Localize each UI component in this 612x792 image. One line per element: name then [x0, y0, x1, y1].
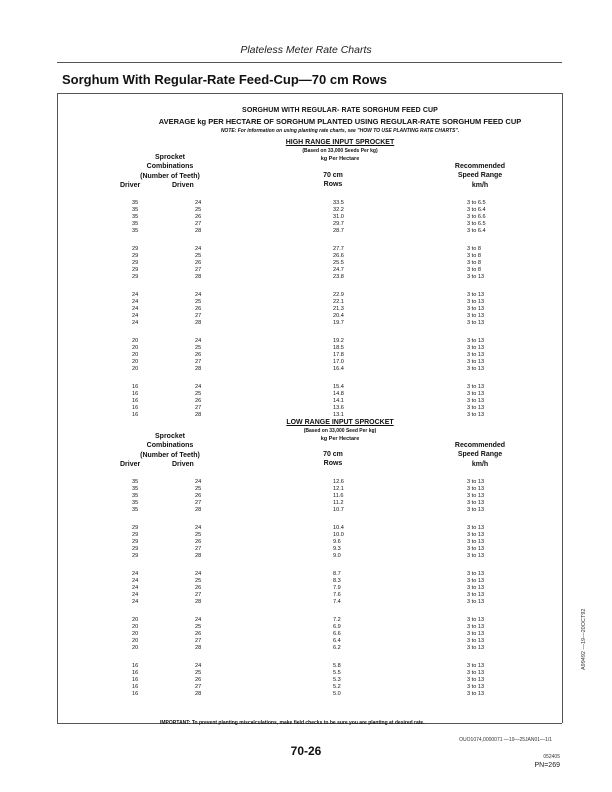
cell-driver: 16 — [132, 677, 139, 683]
cell-driven: 27 — [195, 684, 202, 690]
cell-driver: 35 — [132, 493, 139, 499]
cell-driven: 28 — [195, 691, 202, 697]
cell-driven: 26 — [195, 398, 202, 404]
pn-code: PN=269 — [534, 762, 560, 769]
cell-speed: 3 to 13 — [467, 670, 485, 676]
header-driver: Driver — [120, 461, 141, 468]
cell-driver: 16 — [132, 663, 139, 669]
cell-driven: 26 — [195, 493, 202, 499]
cell-driven: 25 — [195, 486, 202, 492]
cell-speed: 3 to 13 — [467, 578, 485, 584]
header-driven: Driven — [172, 182, 194, 189]
chart-subtitle: AVERAGE kg PER HECTARE OF SORGHUM PLANTED USING REGULAR-RATE SORGHUM FEED CUP — [158, 117, 522, 126]
cell-speed: 3 to 13 — [467, 479, 485, 485]
cell-speed: 3 to 13 — [467, 345, 485, 351]
cell-driven: 28 — [195, 366, 202, 372]
cell-driven: 25 — [195, 624, 202, 630]
cell-driven: 27 — [195, 405, 202, 411]
cell-speed: 3 to 13 — [467, 684, 485, 690]
right-border — [562, 93, 563, 723]
header-rows: 70 cm Rows — [323, 451, 343, 468]
cell-driver: 24 — [132, 299, 139, 305]
cell-speed: 3 to 13 — [467, 338, 485, 344]
cell-rate: 6.9 — [333, 624, 341, 630]
cell-driven: 26 — [195, 306, 202, 312]
cell-driver: 24 — [132, 571, 139, 577]
cell-speed: 3 to 13 — [467, 617, 485, 623]
cell-speed: 3 to 13 — [467, 546, 485, 552]
cell-driven: 24 — [195, 246, 202, 252]
cell-rate: 13.6 — [333, 405, 344, 411]
header-speed: Recommended Speed Range km/h — [454, 163, 506, 189]
cell-speed: 3 to 6.4 — [467, 228, 486, 234]
cell-driven: 27 — [195, 592, 202, 598]
chart-note: NOTE: For information on using planting rate charts, see "HOW TO USE PLANTING RATE CHARTS". — [220, 128, 460, 134]
cell-driven: 26 — [195, 260, 202, 266]
cell-driver: 29 — [132, 539, 139, 545]
cell-rate: 14.1 — [333, 398, 344, 404]
cell-speed: 3 to 13 — [467, 525, 485, 531]
cell-speed: 3 to 13 — [467, 313, 485, 319]
page-title: Sorghum With Regular-Rate Feed-Cup—70 cm Rows — [62, 72, 387, 87]
cell-driven: 25 — [195, 253, 202, 259]
cell-rate: 22.9 — [333, 292, 344, 298]
cell-driven: 27 — [195, 313, 202, 319]
unit-label: kg Per Hectare — [320, 436, 360, 442]
cell-driven: 24 — [195, 617, 202, 623]
cell-speed: 3 to 13 — [467, 592, 485, 598]
cell-rate: 10.7 — [333, 507, 344, 513]
cell-rate: 5.0 — [333, 691, 341, 697]
cell-driven: 27 — [195, 267, 202, 273]
cell-driven: 27 — [195, 546, 202, 552]
cell-rate: 17.8 — [333, 352, 344, 358]
cell-speed: 3 to 13 — [467, 493, 485, 499]
cell-driven: 26 — [195, 352, 202, 358]
cell-driven: 27 — [195, 500, 202, 506]
cell-driver: 29 — [132, 274, 139, 280]
cell-rate: 18.5 — [333, 345, 344, 351]
cell-driven: 28 — [195, 599, 202, 605]
section-title: HIGH RANGE INPUT SPROCKET — [285, 139, 395, 146]
cell-speed: 3 to 13 — [467, 624, 485, 630]
cell-rate: 8.7 — [333, 571, 341, 577]
cell-driven: 25 — [195, 670, 202, 676]
cell-rate: 20.4 — [333, 313, 344, 319]
cell-driver: 16 — [132, 398, 139, 404]
cell-rate: 21.3 — [333, 306, 344, 312]
cell-driven: 27 — [195, 359, 202, 365]
cell-speed: 3 to 13 — [467, 274, 485, 280]
cell-rate: 29.7 — [333, 221, 344, 227]
cell-driver: 29 — [132, 553, 139, 559]
cell-driver: 29 — [132, 253, 139, 259]
cell-driver: 29 — [132, 246, 139, 252]
cell-speed: 3 to 13 — [467, 366, 485, 372]
cell-driven: 25 — [195, 207, 202, 213]
header-sprocket: Sprocket Combinations (Number of Teeth) — [140, 433, 200, 459]
section-note: (Based on 33,000 Seed Per kg) — [303, 428, 377, 434]
cell-driver: 20 — [132, 338, 139, 344]
cell-speed: 3 to 13 — [467, 539, 485, 545]
running-header: Plateless Meter Rate Charts — [240, 44, 372, 56]
cell-speed: 3 to 13 — [467, 306, 485, 312]
cell-driver: 24 — [132, 585, 139, 591]
cell-rate: 5.8 — [333, 663, 341, 669]
cell-rate: 17.0 — [333, 359, 344, 365]
cell-speed: 3 to 13 — [467, 691, 485, 697]
cell-driver: 35 — [132, 214, 139, 220]
cell-rate: 7.2 — [333, 617, 341, 623]
cell-rate: 7.6 — [333, 592, 341, 598]
cell-speed: 3 to 8 — [467, 246, 481, 252]
cell-rate: 27.7 — [333, 246, 344, 252]
header-rows: 70 cm Rows — [323, 172, 343, 189]
cell-rate: 33.5 — [333, 200, 344, 206]
cell-driven: 28 — [195, 274, 202, 280]
cell-rate: 11.6 — [333, 493, 344, 499]
cell-speed: 3 to 13 — [467, 412, 485, 418]
cell-speed: 3 to 6.4 — [467, 207, 486, 213]
cell-driver: 20 — [132, 366, 139, 372]
cell-driver: 35 — [132, 207, 139, 213]
cell-speed: 3 to 6.5 — [467, 200, 486, 206]
cell-driven: 24 — [195, 292, 202, 298]
cell-speed: 3 to 13 — [467, 320, 485, 326]
cell-rate: 19.7 — [333, 320, 344, 326]
cell-rate: 7.4 — [333, 599, 341, 605]
cell-driven: 25 — [195, 532, 202, 538]
cell-rate: 9.6 — [333, 539, 341, 545]
cell-rate: 22.1 — [333, 299, 344, 305]
important-note: IMPORTANT: To prevent planting miscalculations, make field checks to be sure you are planting at desired rate. — [160, 720, 425, 726]
cell-driver: 20 — [132, 645, 139, 651]
header-sprocket: Sprocket Combinations (Number of Teeth) — [140, 154, 200, 180]
cell-driver: 29 — [132, 532, 139, 538]
cell-driver: 16 — [132, 405, 139, 411]
cell-speed: 3 to 13 — [467, 299, 485, 305]
section-note: (Based on 33,000 Seeds Per kg) — [302, 148, 378, 154]
cell-speed: 3 to 13 — [467, 571, 485, 577]
cell-driver: 20 — [132, 352, 139, 358]
cell-driver: 16 — [132, 391, 139, 397]
header-rule — [57, 62, 562, 63]
cell-speed: 3 to 6.6 — [467, 214, 486, 220]
cell-driven: 24 — [195, 384, 202, 390]
cell-speed: 3 to 13 — [467, 500, 485, 506]
cell-speed: 3 to 13 — [467, 486, 485, 492]
cell-rate: 9.0 — [333, 553, 341, 559]
cell-rate: 19.2 — [333, 338, 344, 344]
cell-driver: 20 — [132, 638, 139, 644]
cell-driver: 16 — [132, 670, 139, 676]
header-driver: Driver — [120, 182, 141, 189]
cell-rate: 25.5 — [333, 260, 344, 266]
cell-speed: 3 to 8 — [467, 253, 481, 259]
cell-rate: 23.8 — [333, 274, 344, 280]
cell-speed: 3 to 13 — [467, 585, 485, 591]
left-border — [57, 93, 58, 723]
cell-driven: 28 — [195, 412, 202, 418]
side-code: A99492 —19—20OCT92 — [581, 608, 587, 670]
cell-driver: 24 — [132, 306, 139, 312]
cell-speed: 3 to 13 — [467, 663, 485, 669]
cell-driven: 24 — [195, 479, 202, 485]
cell-rate: 5.5 — [333, 670, 341, 676]
cell-rate: 12.6 — [333, 479, 344, 485]
cell-speed: 3 to 13 — [467, 553, 485, 559]
cell-rate: 6.6 — [333, 631, 341, 637]
cell-rate: 24.7 — [333, 267, 344, 273]
cell-driven: 26 — [195, 631, 202, 637]
cell-driven: 26 — [195, 214, 202, 220]
cell-driver: 20 — [132, 345, 139, 351]
cell-rate: 6.2 — [333, 645, 341, 651]
cell-driver: 24 — [132, 578, 139, 584]
cell-driver: 16 — [132, 684, 139, 690]
cell-speed: 3 to 13 — [467, 391, 485, 397]
cell-driver: 16 — [132, 412, 139, 418]
cell-driver: 16 — [132, 384, 139, 390]
cell-rate: 13.1 — [333, 412, 344, 418]
cell-rate: 14.8 — [333, 391, 344, 397]
cell-driven: 25 — [195, 299, 202, 305]
cell-speed: 3 to 8 — [467, 267, 481, 273]
cell-driver: 35 — [132, 507, 139, 513]
cell-speed: 3 to 13 — [467, 384, 485, 390]
cell-driven: 24 — [195, 571, 202, 577]
unit-label: kg Per Hectare — [320, 156, 360, 162]
cell-speed: 3 to 13 — [467, 645, 485, 651]
cell-driver: 20 — [132, 617, 139, 623]
cell-driven: 28 — [195, 320, 202, 326]
cell-rate: 6.4 — [333, 638, 341, 644]
cell-speed: 3 to 13 — [467, 507, 485, 513]
cell-driven: 24 — [195, 200, 202, 206]
cell-rate: 12.1 — [333, 486, 344, 492]
cell-driven: 26 — [195, 585, 202, 591]
cell-driven: 27 — [195, 638, 202, 644]
cell-speed: 3 to 13 — [467, 638, 485, 644]
cell-speed: 3 to 13 — [467, 532, 485, 538]
cell-driver: 20 — [132, 631, 139, 637]
cell-rate: 15.4 — [333, 384, 344, 390]
cell-speed: 3 to 13 — [467, 292, 485, 298]
cell-speed: 3 to 13 — [467, 631, 485, 637]
title-rule — [57, 93, 562, 94]
cell-rate: 10.4 — [333, 525, 344, 531]
cell-driver: 24 — [132, 599, 139, 605]
cell-driver: 35 — [132, 228, 139, 234]
cell-rate: 8.3 — [333, 578, 341, 584]
cell-speed: 3 to 13 — [467, 352, 485, 358]
cell-rate: 5.3 — [333, 677, 341, 683]
cell-driver: 35 — [132, 200, 139, 206]
cell-speed: 3 to 13 — [467, 677, 485, 683]
cell-rate: 26.6 — [333, 253, 344, 259]
cell-driver: 29 — [132, 525, 139, 531]
cell-driver: 16 — [132, 691, 139, 697]
cell-driver: 29 — [132, 260, 139, 266]
cell-speed: 3 to 8 — [467, 260, 481, 266]
cell-speed: 3 to 6.5 — [467, 221, 486, 227]
cell-driven: 26 — [195, 677, 202, 683]
cell-driven: 28 — [195, 507, 202, 513]
cell-driver: 35 — [132, 500, 139, 506]
cell-speed: 3 to 13 — [467, 405, 485, 411]
cell-rate: 5.2 — [333, 684, 341, 690]
cell-rate: 9.3 — [333, 546, 341, 552]
header-driven: Driven — [172, 461, 194, 468]
small-code: 052405 — [543, 754, 560, 760]
cell-driven: 28 — [195, 645, 202, 651]
cell-driven: 25 — [195, 578, 202, 584]
cell-driver: 24 — [132, 592, 139, 598]
cell-driven: 27 — [195, 221, 202, 227]
cell-speed: 3 to 13 — [467, 398, 485, 404]
cell-driver: 35 — [132, 479, 139, 485]
cell-driver: 35 — [132, 486, 139, 492]
cell-driver: 24 — [132, 313, 139, 319]
cell-rate: 7.9 — [333, 585, 341, 591]
cell-driven: 28 — [195, 553, 202, 559]
cell-driven: 26 — [195, 539, 202, 545]
cell-rate: 28.7 — [333, 228, 344, 234]
cell-rate: 11.2 — [333, 500, 344, 506]
cell-driver: 35 — [132, 221, 139, 227]
cell-rate: 32.2 — [333, 207, 344, 213]
cell-rate: 16.4 — [333, 366, 344, 372]
cell-speed: 3 to 13 — [467, 599, 485, 605]
section-title: LOW RANGE INPUT SPROCKET — [286, 419, 394, 426]
cell-driven: 25 — [195, 345, 202, 351]
chart-title: SORGHUM WITH REGULAR- RATE SORGHUM FEED CUP — [242, 107, 438, 114]
cell-driven: 24 — [195, 663, 202, 669]
cell-driven: 28 — [195, 228, 202, 234]
cell-driven: 24 — [195, 525, 202, 531]
cell-speed: 3 to 13 — [467, 359, 485, 365]
cell-driven: 25 — [195, 391, 202, 397]
footer-code: OUO1074,0000071 —19—25JAN01—1/1 — [459, 737, 552, 743]
page-number: 70-26 — [290, 744, 322, 758]
cell-driver: 20 — [132, 624, 139, 630]
cell-driver: 20 — [132, 359, 139, 365]
cell-rate: 31.0 — [333, 214, 344, 220]
cell-driven: 24 — [195, 338, 202, 344]
cell-rate: 10.0 — [333, 532, 344, 538]
cell-driver: 24 — [132, 292, 139, 298]
cell-driver: 29 — [132, 546, 139, 552]
header-speed: Recommended Speed Range km/h — [454, 442, 506, 468]
cell-driver: 24 — [132, 320, 139, 326]
cell-driver: 29 — [132, 267, 139, 273]
